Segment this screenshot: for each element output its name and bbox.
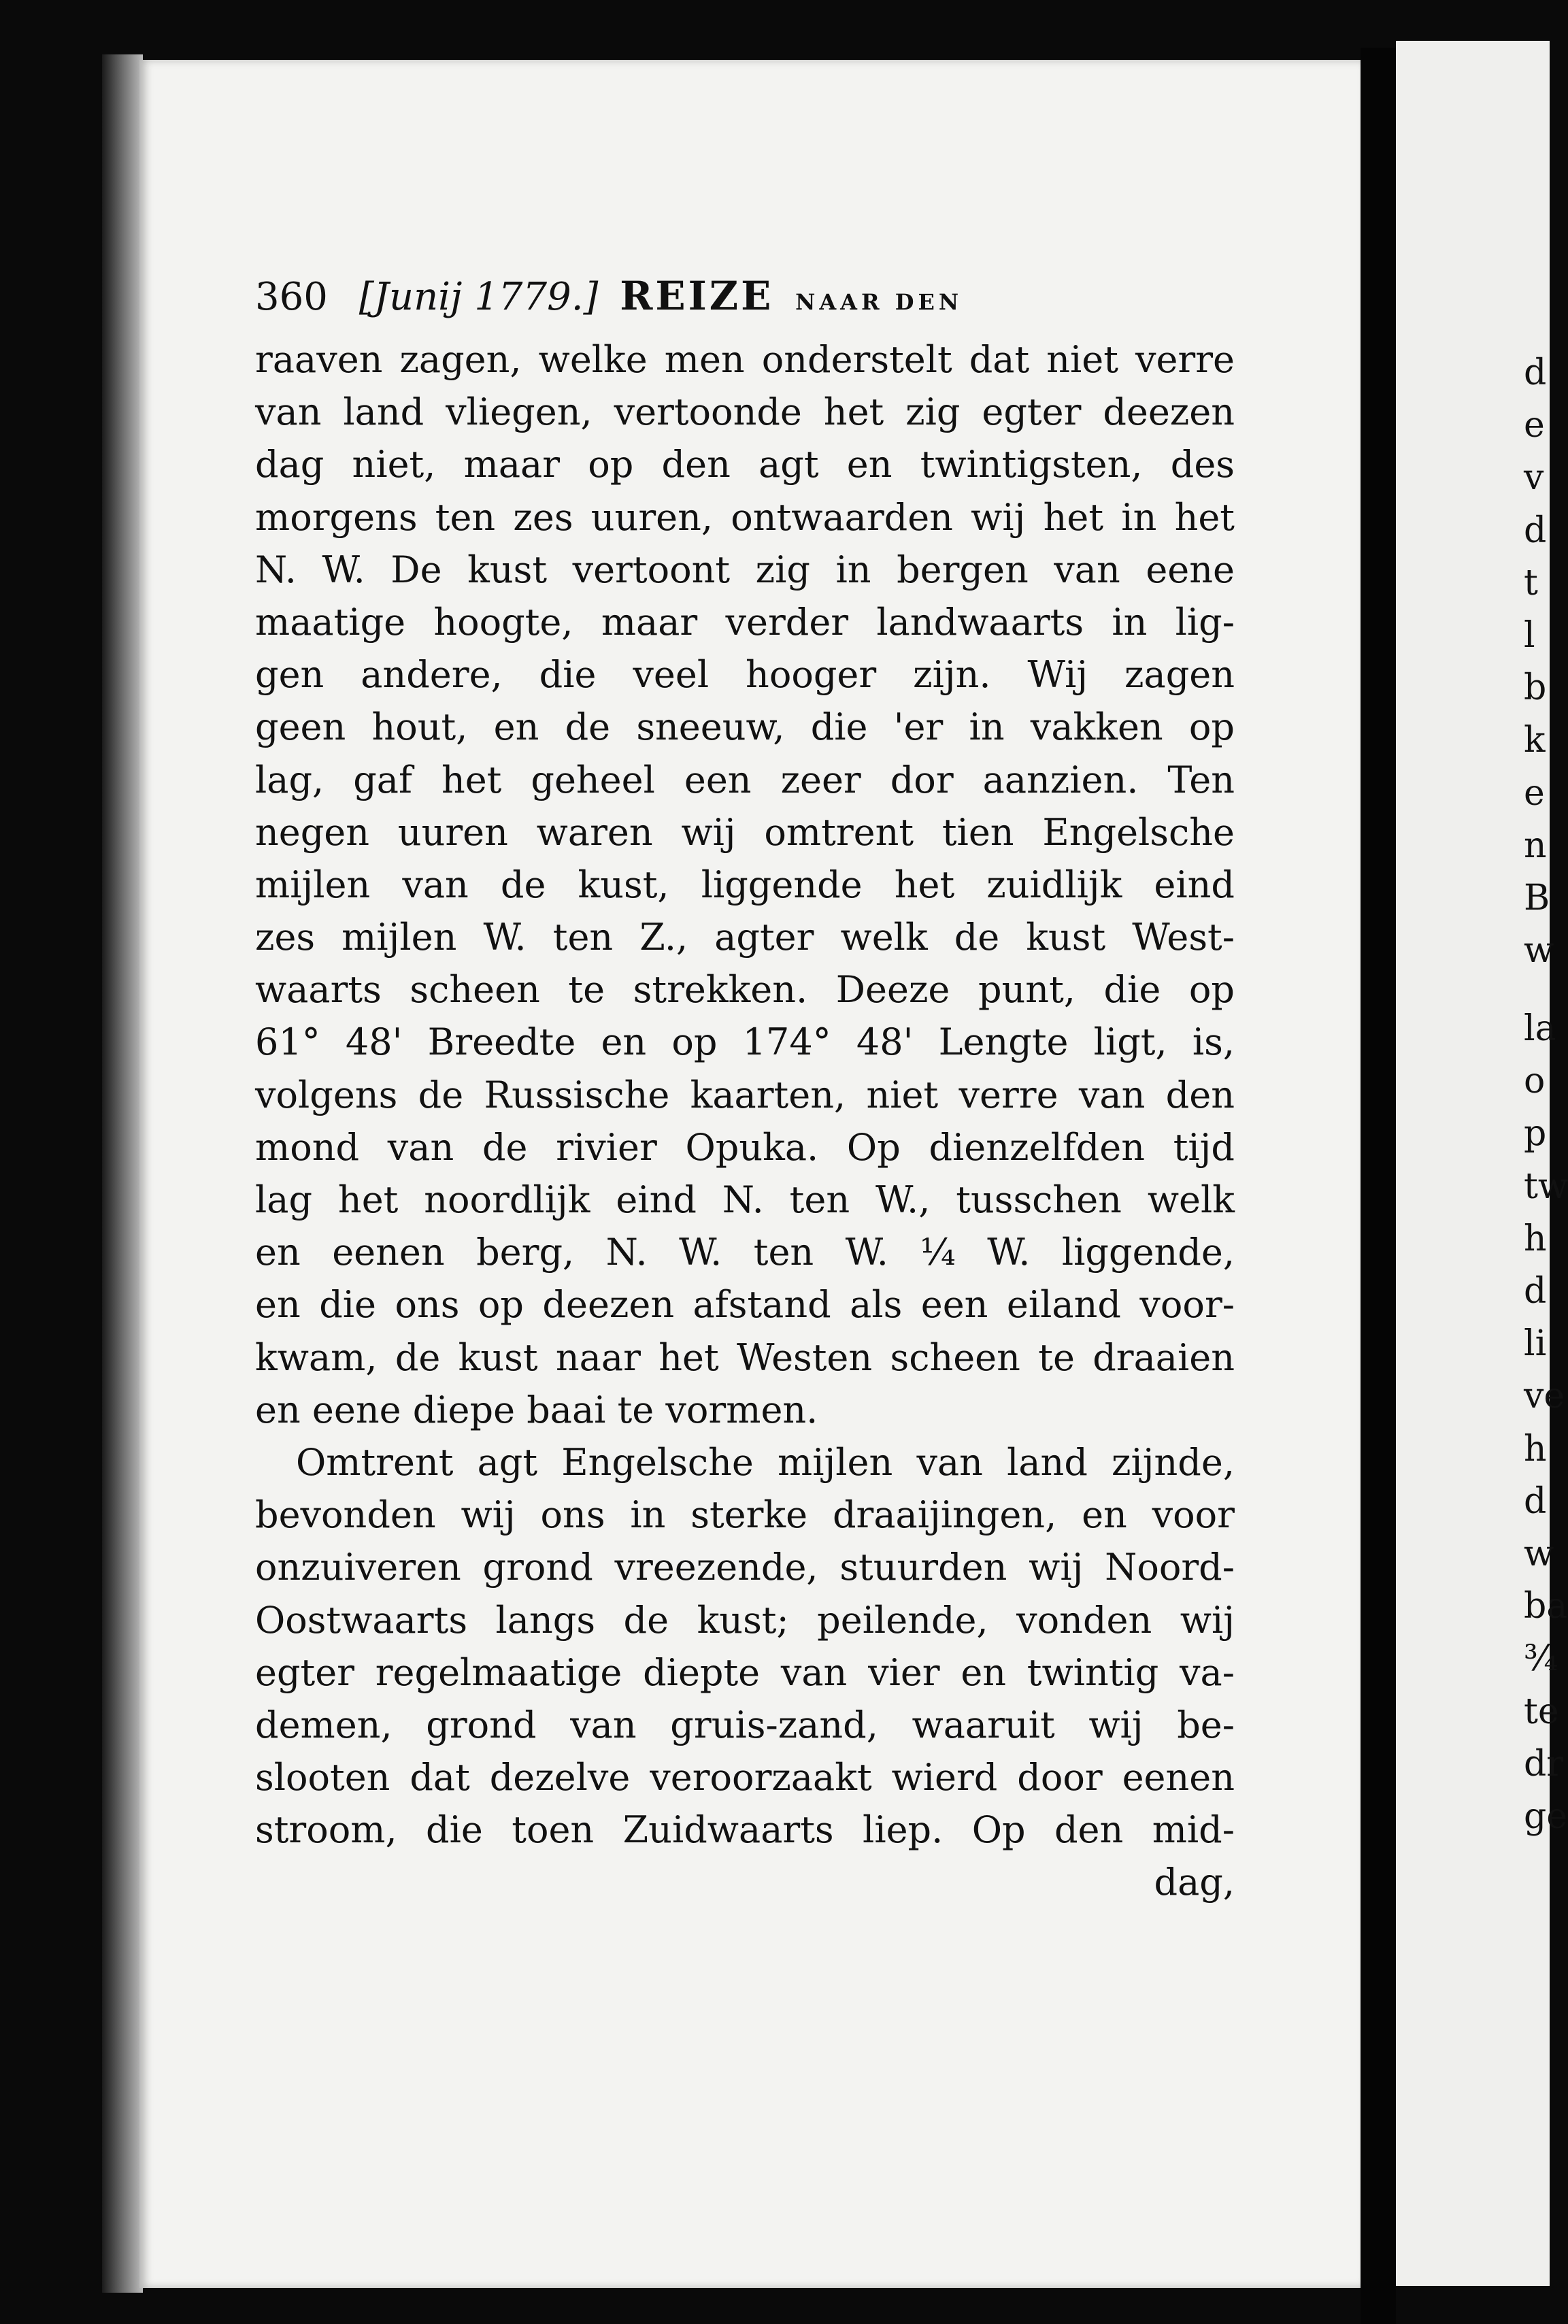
text-line: gen andere, die veel hooger zijn. Wij zagen xyxy=(255,653,1235,697)
facing-fragment: li xyxy=(1524,1323,1547,1365)
facing-fragment: b xyxy=(1524,667,1547,709)
page-edge-shadow xyxy=(102,54,143,2293)
facing-fragment: dr xyxy=(1524,1743,1564,1784)
facing-fragment: k xyxy=(1524,720,1546,761)
text-line: stroom, die toen Zuidwaarts liep. Op den mid- xyxy=(255,1808,1235,1852)
text-line: waarts scheen te strekken. Deeze punt, die op xyxy=(255,968,1235,1012)
text-line: mijlen van de kust, liggende het zuidlijk eind xyxy=(255,863,1235,906)
facing-fragment: w xyxy=(1524,930,1554,972)
facing-fragment: ba xyxy=(1524,1586,1568,1627)
facing-fragment: o xyxy=(1524,1061,1546,1102)
facing-fragment: ve xyxy=(1524,1376,1565,1417)
text-line: 61° 48' Breedte en op 174° 48' Lengte ligt, is, xyxy=(255,1020,1235,1064)
page-number: 360 xyxy=(255,275,328,319)
text-line: lag het noordlijk eind N. ten W., tusschen welk xyxy=(255,1178,1235,1221)
text-line: van land vliegen, vertoonde het zig egter deezen xyxy=(255,391,1235,434)
text-line: raaven zagen, welke men onderstelt dat niet verre xyxy=(255,338,1235,381)
facing-fragment: e xyxy=(1524,772,1545,814)
header-date: [Junij 1779.] xyxy=(358,275,599,319)
text-line: volgens de Russische kaarten, niet verre van den xyxy=(255,1073,1235,1116)
facing-fragment: p xyxy=(1524,1113,1547,1155)
text-line: en eene diepe baai te vormen. xyxy=(255,1388,818,1431)
facing-page-text xyxy=(1524,347,1568,1843)
text-line: slooten dat dezelve veroorzaakt wierd door eenen xyxy=(255,1756,1235,1799)
text-line: en eenen berg, N. W. ten W. ¼ W. liggende, xyxy=(255,1231,1235,1274)
text-line: onzuiveren grond vreezende, stuurden wij Noord- xyxy=(255,1546,1235,1589)
facing-fragment: t xyxy=(1524,562,1538,603)
text-line: dag niet, maar op den agt en twintigsten, des xyxy=(255,443,1235,486)
text-line: en die ons op deezen afstand als een eiland voor- xyxy=(255,1283,1235,1327)
facing-fragment: tw xyxy=(1524,1165,1568,1207)
facing-fragment: ¾ xyxy=(1524,1638,1558,1680)
facing-fragment: e xyxy=(1524,405,1545,446)
text-line: morgens ten zes uuren, ontwaarden wij het in het xyxy=(255,495,1235,539)
text-line: mond van de rivier Opuka. Op dienzelfden tijd xyxy=(255,1125,1235,1169)
running-header xyxy=(255,259,1235,333)
text-line: kwam, de kust naar het Westen scheen te draaien xyxy=(255,1335,1235,1379)
facing-fragment: v xyxy=(1524,457,1544,499)
facing-fragment: la xyxy=(1524,1008,1556,1050)
text-line: negen uuren waren wij omtrent tien Engelsche xyxy=(255,810,1235,854)
facing-fragment: d xyxy=(1524,352,1547,393)
book-gutter xyxy=(1361,48,1396,2324)
text-line: Oostwaarts langs de kust; peilende, vonden wij xyxy=(255,1598,1235,1642)
facing-fragment: w xyxy=(1524,1533,1554,1574)
text-line: bevonden wij ons in sterke draaijingen, en voor xyxy=(255,1493,1235,1537)
text-line: zes mijlen W. ten Z., agter welk de kust West- xyxy=(255,916,1235,959)
facing-fragment: d xyxy=(1524,510,1547,551)
facing-fragment: d xyxy=(1524,1480,1547,1522)
text-line: demen, grond van gruis-zand, waaruit wij be- xyxy=(255,1703,1235,1746)
catchword: dag, xyxy=(1154,1861,1235,1904)
text-line: maatige hoogte, maar verder landwaarts in lig- xyxy=(255,600,1235,644)
text-line: egter regelmaatige diepte van vier en twintig va- xyxy=(255,1650,1235,1694)
facing-fragment: B xyxy=(1524,877,1550,918)
facing-fragment: h xyxy=(1524,1218,1547,1259)
page-text xyxy=(255,259,1235,1909)
facing-fragment: ge xyxy=(1524,1795,1568,1837)
text-line: N. W. De kust vertoont zig in bergen van eene xyxy=(255,548,1235,591)
facing-fragment: d xyxy=(1524,1271,1547,1312)
header-title: REIZE xyxy=(620,273,774,319)
text-line: Omtrent agt Engelsche mijlen van land zijnde, xyxy=(296,1440,1235,1484)
text-line: geen hout, en de sneeuw, die 'er in vakken op xyxy=(255,706,1235,749)
facing-fragment: l xyxy=(1524,614,1535,656)
facing-fragment: h xyxy=(1524,1428,1547,1470)
text-line: lag, gaf het geheel een zeer dor aanzien. Ten xyxy=(255,758,1235,801)
facing-fragment: n xyxy=(1524,825,1547,866)
facing-fragment: te xyxy=(1524,1691,1559,1732)
header-title-small: NAAR DEN xyxy=(795,289,963,315)
